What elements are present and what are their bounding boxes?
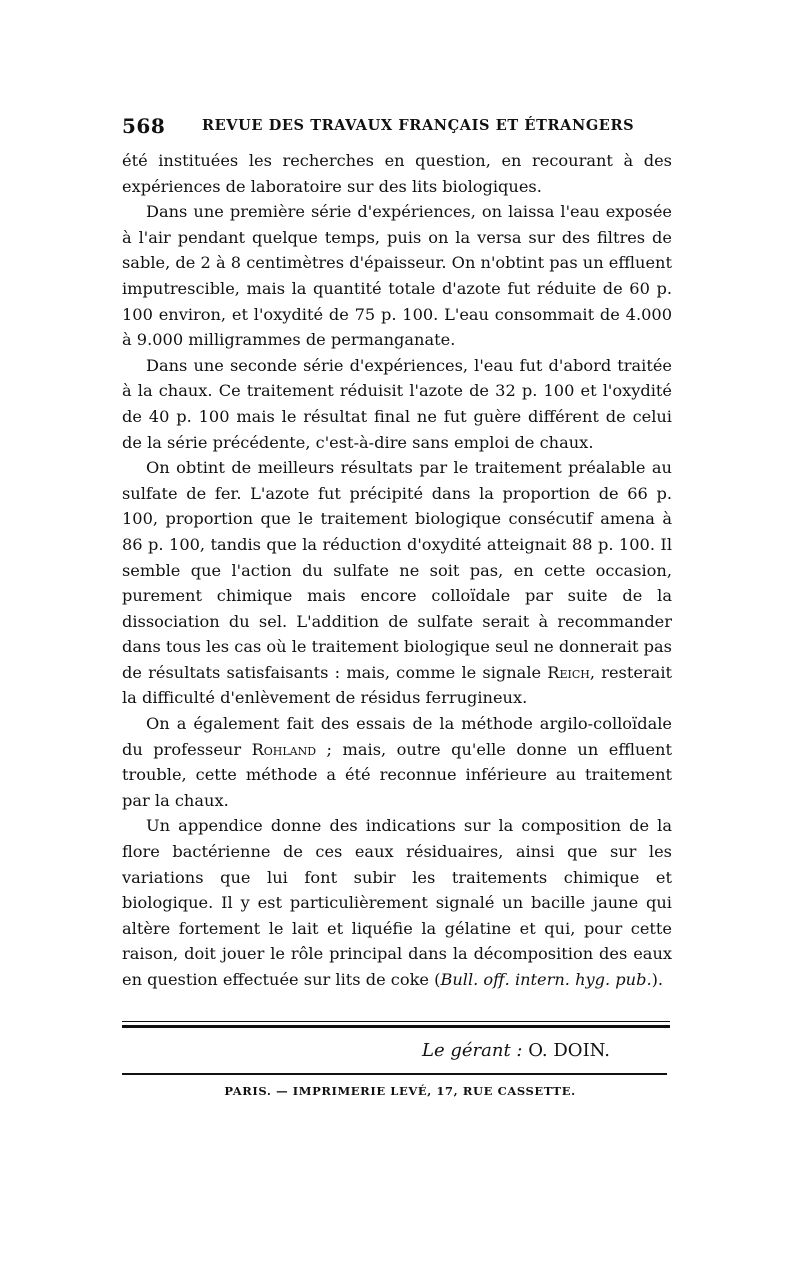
page-number: 568 — [122, 114, 166, 138]
journal-title: REVUE DES TRAVAUX FRANÇAIS ET ÉTRANGERS — [202, 117, 635, 134]
paragraph-2 — [122, 199, 672, 353]
paragraph-3-text: Dans une seconde série d'expériences, l'eau fut d'abord traitée à la chaux. Ce traitement réduisit l'azote de 32 p. 100 et l'oxydité de 40 p. 100 mais le résultat final ne fut guère différent de celui de la série précédente, c'est-à-dire sans emploi de chaux. — [122, 355, 672, 452]
paragraph-5 — [122, 711, 672, 813]
paragraph-1 — [122, 148, 672, 199]
footer-rule — [122, 1073, 667, 1075]
paragraph-4 — [122, 455, 672, 711]
thin-rule — [122, 1021, 670, 1022]
paragraph-6 — [122, 813, 672, 992]
paragraph-6-text-before: Un appendice donne des indications sur la composition de la flore bactérienne de ces eaux résiduaires, ainsi que sur les variations que lui font subir les traitements chimique et biologique. Il y est particulièrement signalé un bacille jaune qui altère fortement le lait et liquéfie la gélatine et qui, pour cette raison, doit jouer le rôle principal dans la décomposition des eaux en question effectuée sur lits de coke ( — [122, 816, 672, 989]
thick-rule — [122, 1025, 670, 1028]
paragraph-6-text-after: ). — [651, 970, 664, 989]
paragraph-4-text-before: On obtint de meilleurs résultats par le traitement préalable au sulfate de fer. L'azote fut précipité dans la proportion de 66 p. 100, proportion que le traitement biologique consécutif amena à 86 p. 100, tandis que la réduction d'oxydité atteignait 88 p. 100. Il semble que l'action du sulfate ne soit pas, en cette occasion, purement chimique mais encore colloïdale par suite de la dissociation du sel. L'addition de sulfate serait à recommander dans tous les cas où le traitement biologique seul ne donnerait pas de résultats satisfaisants : mais, comme le signale — [122, 458, 672, 682]
gerant-name: O. DOIN. — [528, 1040, 610, 1061]
paragraph-3 — [122, 353, 672, 455]
author-name-reich: Reich — [547, 662, 590, 682]
gerant-label: Le gérant : — [422, 1040, 523, 1061]
printer-imprint: PARIS. — IMPRIMERIE LEVÉ, 17, RUE CASSETTE. — [224, 1084, 576, 1098]
paragraph-4-text-after: , resterait la difficulté d'enlèvement de résidus ferrugineux. — [122, 662, 672, 708]
gerant-line — [122, 1040, 610, 1061]
paragraph-5-text-before: On a également fait des essais de la méthode argilo-colloïdale du professeur — [122, 714, 672, 759]
running-head — [122, 114, 670, 144]
paragraph-5-text-after: ; mais, outre qu'elle donne un effluent trouble, cette méthode a été reconnue inférieure au traitement par la chaux. — [122, 739, 672, 810]
paragraph-1-text: été instituées les recherches en question, en recourant à des expériences de laboratoire sur des lits biologiques. — [122, 151, 672, 196]
double-rule — [122, 1021, 670, 1028]
paragraph-2-text: Dans une première série d'expériences, on laissa l'eau exposée à l'air pendant quelque temps, puis on la versa sur des filtres de sable, de 2 à 8 centimètres d'épaisseur. On n'obtint pas un effluent imputrescible, mais la quantité totale d'azote fut réduite de 60 p. 100 environ, et l'oxydité de 75 p. 100. L'eau consommait de 4.000 à 9.000 milligrammes de permanganate. — [122, 202, 672, 350]
author-name-rohland: Rohland — [251, 739, 317, 759]
citation: Bull. off. intern. hyg. pub. — [440, 970, 652, 989]
article-body — [122, 148, 672, 993]
